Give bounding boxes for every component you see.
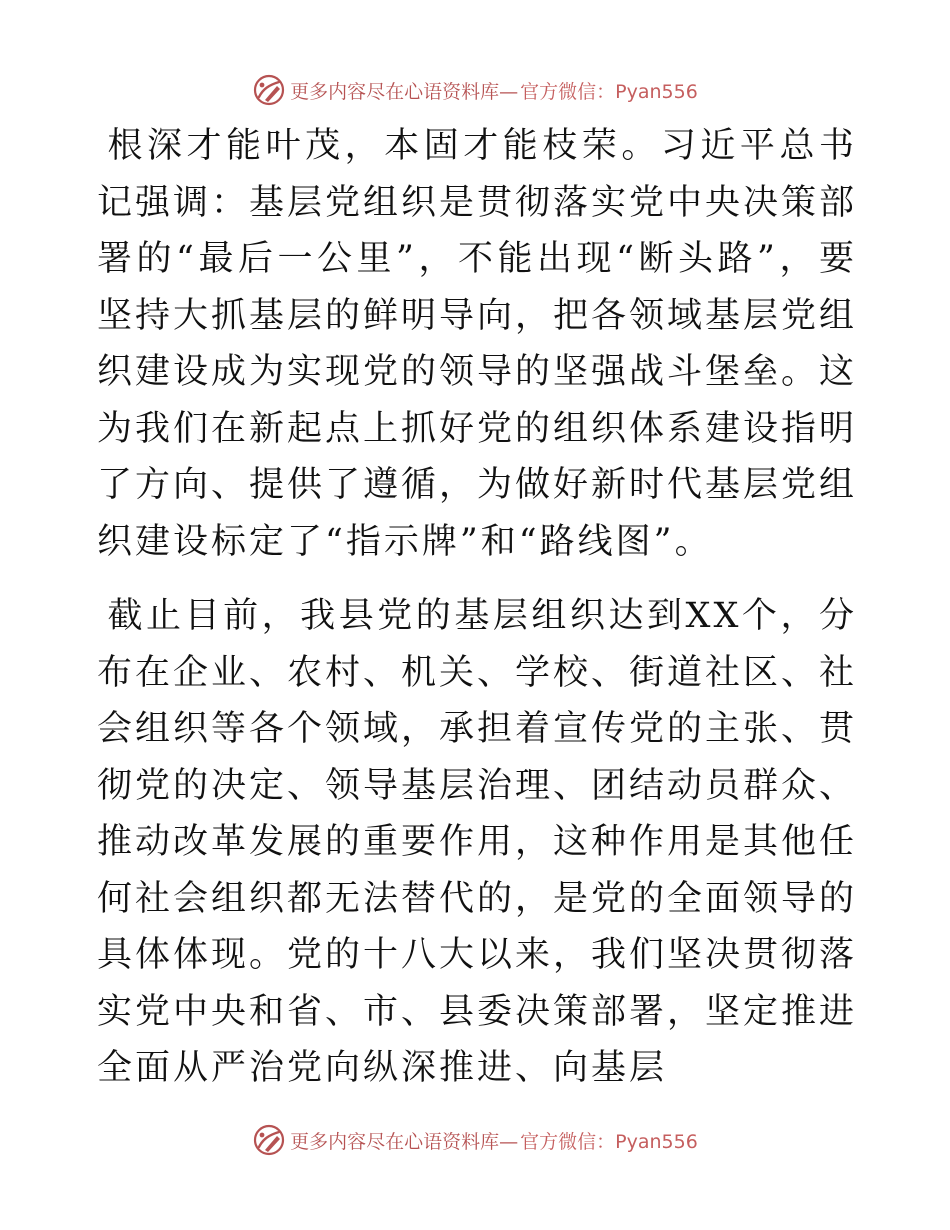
pen-seal-icon (252, 1123, 286, 1157)
header-watermark-banner (0, 70, 950, 110)
banner-main-text: 更多内容尽在心语资料库— (290, 80, 519, 103)
paragraph-1: 根深才能叶茂，本固才能枝荣。习近平总书记强调：基层党组织是贯彻落实党中央决策部署的“最后一公里”，不能出现“断头路”，要坚持大抓基层的鲜明导向，把各领域基层党组织建设成为实现党的领导的坚强战斗堡垒。这为我们在新起点上抓好党的组织体系建设指明了方向、提供了遵循，为做好新时代基层党组织建设标定了“指示牌”和“路线图”。 (97, 126, 858, 562)
pen-seal-icon (252, 73, 286, 107)
banner-main-text: 更多内容尽在心语资料库— (290, 1130, 519, 1153)
banner-wechat-text: 官方微信：Pyan556 (520, 80, 698, 103)
paragraph-2: 截止目前，我县党的基层组织达到XX个，分布在企业、农村、机关、学校、街道社区、社会组织等各个领域，承担着宣传党的主张、贯彻党的决定、领导基层治理、团结动员群众、推动改革发展的重要作用，这种作用是其他任何社会组织都无法替代的，是党的全面领导的具体体现。党的十八大以来，我们坚决贯彻落实党中央和省、市、县委决策部署，坚定推进全面从严治党向纵深推进、向基层 (97, 596, 858, 1088)
footer-watermark-banner (0, 1120, 950, 1160)
document-body (97, 118, 857, 1097)
banner-wechat-text: 官方微信：Pyan556 (520, 1130, 698, 1153)
